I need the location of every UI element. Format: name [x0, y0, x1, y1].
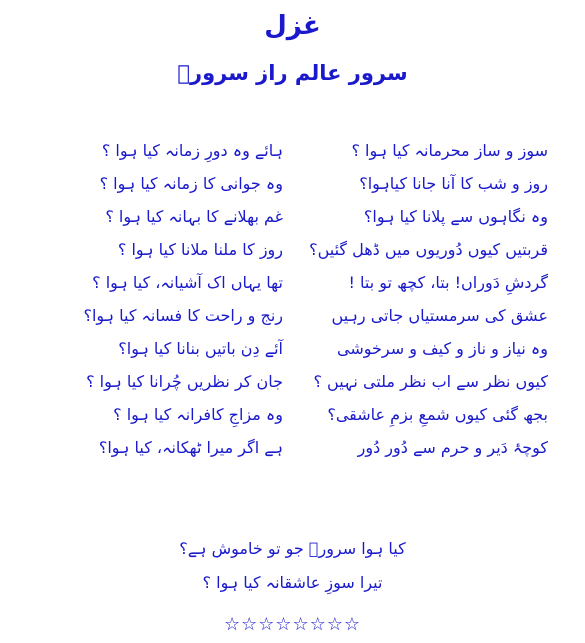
- misra-second: ہے اگر میرا ٹھکانہ، کیا ہوا؟: [98, 438, 283, 457]
- misra-second: ہائے وہ دورِ زمانہ کیا ہوا ؟: [101, 141, 283, 160]
- couplet: [48, 235, 548, 268]
- misra-first: بجھ گئی کیوں شمعِ بزمِ عاشقی؟: [327, 405, 548, 424]
- misra-first: سوز و ساز محرمانہ کیا ہوا ؟: [351, 141, 548, 160]
- misra-first: گردشِ دَوراں! بتا، کچھ تو بتا !: [348, 273, 548, 292]
- closing-line: کیا ہوا سرورؔ جو تو خاموش ہے؟: [179, 539, 406, 558]
- misra-first: کیوں نظر سے اب نظر ملتی نہیں ؟: [313, 372, 548, 391]
- couplet: [48, 433, 548, 466]
- misra-second: جان کر نظریں چُرانا کیا ہوا ؟: [86, 372, 283, 391]
- misra-second: وہ جوانی کا زمانہ کیا ہوا ؟: [99, 174, 283, 193]
- misra-first: روز و شب کا آنا جانا کیاہوا؟: [359, 174, 548, 193]
- couplet: [48, 136, 548, 169]
- misra-second: آئے دِن باتیں بنانا کیا ہوا؟: [118, 339, 283, 358]
- closing-line: تیرا سوزِ عاشقانہ کیا ہوا ؟: [202, 573, 383, 592]
- misra-second: روز کا ملنا ملانا کیا ہوا ؟: [117, 240, 283, 259]
- poem-title: غزل: [264, 11, 321, 41]
- couplet: [48, 202, 548, 235]
- misra-second: تھا یہاں اک آشیانہ، کیا ہوا ؟: [92, 273, 283, 292]
- couplet: [48, 268, 548, 301]
- misra-second: غم بھلانے کا بہانہ کیا ہوا ؟: [105, 207, 283, 226]
- misra-second: رنج و راحت کا فسانہ کیا ہوا؟: [83, 306, 283, 325]
- misra-first: عشق کی سرمستیاں جاتی رہیں: [331, 306, 548, 325]
- couplet: [48, 169, 548, 202]
- couplet-list: [48, 136, 548, 466]
- star-divider: ☆☆☆☆☆☆☆☆: [223, 614, 362, 635]
- couplet: [48, 367, 548, 400]
- misra-first: کوچۂ دَیر و حرم سے دُور دُور: [357, 438, 548, 457]
- misra-first: وہ نیاز و ناز و کیف و سرخوشی: [337, 339, 548, 358]
- poet-name: سرور عالم راز سرورؔ: [177, 61, 408, 85]
- misra-second: وہ مزاجِ کافرانہ کیا ہوا ؟: [113, 405, 283, 424]
- couplet: [48, 301, 548, 334]
- misra-first: وہ نگاہوں سے پلانا کیا ہوا؟: [363, 207, 548, 226]
- misra-first: قربتیں کیوں دُوریوں میں ڈھل گئیں؟: [309, 240, 548, 259]
- couplet: [48, 334, 548, 367]
- couplet: [48, 400, 548, 433]
